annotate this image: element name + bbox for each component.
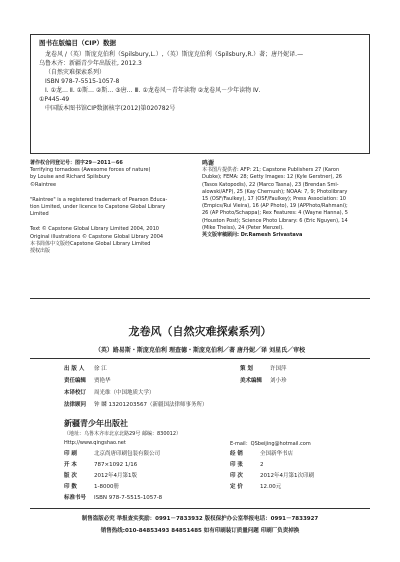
thanks-line: alowski/AFP), 25 (Kay Chernush); NOAA: 7, 9; Photolibrary xyxy=(202,188,348,195)
spec-row: 版 次 2012年4月第1版 xyxy=(64,473,137,479)
staff-row: 美术编辑 刘小珍 xyxy=(240,378,287,384)
spec-row: 经 销 全国新华书店 xyxy=(230,451,294,457)
publisher-email: E-mail：QSbeijing@hotmail.com xyxy=(230,441,311,447)
book-credits: （英）路易斯・斯庞克伯利 理查德・斯庞克伯利／著 唐丹妮／译 刘星氏／审校 xyxy=(94,347,306,354)
reviewer-line: 英文版审稿顾问: Dr.Ramesh Srivastava xyxy=(202,232,303,239)
spec-row: 印 刷 北京尚唐印刷包装有限公司 xyxy=(64,451,161,457)
spec-row: 印 次 2012年4月第1次印刷 xyxy=(230,473,314,479)
staff-row: 出 版 人 徐 江 xyxy=(64,366,107,372)
thanks-line: (Houston Post); Science Photo Library: 6 (Eric Nguyen), 14 xyxy=(202,217,348,224)
cip-line: 乌鲁木齐：新疆青少年出版社, 2012.3 xyxy=(39,60,142,67)
rights-line: ©Raintree xyxy=(30,181,57,188)
book-title: 龙卷风（自然灾难探索系列） xyxy=(128,325,272,338)
divider xyxy=(30,358,370,359)
thanks-line: (Mike Theiss), 24 (Peter Menzel). xyxy=(202,224,284,231)
rights-line: 本书简体中文版经Capstone Global Library Limited xyxy=(30,240,151,247)
thanks-line: 本书图片提供者: AFP: 21; Capstone Publishers 27 (Karon xyxy=(202,167,340,174)
sales-hotline: 销售热线:010-84853493 84851485 如有印刷装订质量问题 印刷厂负责掉换 xyxy=(100,528,300,534)
publisher-name: 新疆青少年出版社 xyxy=(64,419,128,428)
spec-row: 印 数 1-8000册 xyxy=(64,484,119,490)
thanks-heading: 鸣谢 xyxy=(202,160,215,167)
rights-line: Terrifying tornadoes (Awesome forces of nature) xyxy=(30,167,151,174)
rights-line: by Louise and Richard Spilsbury xyxy=(30,174,110,181)
spec-row: 开 本 787×1092 1/16 xyxy=(64,462,138,468)
anti-piracy-notice: 制售盗版必究 举报查实奖励：0991－7833932 版权保护办公室举报电话：0991－7833927 xyxy=(81,516,319,522)
rights-line: Original illustrations © Capstone Global Library 2004 xyxy=(30,233,164,240)
staff-row: 本译校订 周光维（中国地质大学） xyxy=(64,390,155,396)
spec-row: 标准书号 ISBN 978-7-5515-1057-8 xyxy=(64,495,163,501)
rights-line: Text © Capstone Global Library Limited 2004, 2010 xyxy=(30,226,159,233)
staff-row: 法律顾问 钟 麟 13201203567（新疆国法律师事务所） xyxy=(64,402,208,408)
cip-data-box xyxy=(30,34,370,154)
spec-row: 印 张 2 xyxy=(230,462,264,468)
staff-row: 责任编辑 贾艳华 xyxy=(64,378,111,384)
rights-line: "Raintree" is a registered trademark of Pearson Educa- xyxy=(30,196,168,203)
cip-line: ISBN 978-7-5515-1057-8 xyxy=(45,78,120,85)
thanks-line: 26 (AP Photo/Schappa); Rex Features: 4 (Wayne Hanna), 5 xyxy=(202,210,348,217)
cip-line: 中国版本图书馆CIP数据核字(2012)第020782号 xyxy=(45,105,176,112)
divider xyxy=(30,298,370,299)
rights-line: Limited xyxy=(30,211,49,218)
cip-line: （自然灾难探索系列） xyxy=(45,69,106,76)
staff-row: 策 划 许国萍 xyxy=(240,366,287,372)
rights-line: tion Limited, under licence to Capstone Global Library xyxy=(30,204,166,211)
thanks-line: Dubke); FEMA: 28; Getty Images: 12 (Kyle Gerstner), 26 xyxy=(202,174,342,181)
thanks-line: (Tasos Katopodis), 22 (Marco Tasna), 23 (Brendan Smi- xyxy=(202,181,339,188)
divider xyxy=(30,508,370,509)
spec-row: 定 价 12.00元 xyxy=(230,484,282,490)
acknowledgements xyxy=(202,160,348,239)
rights-line: 授权出版 xyxy=(30,248,51,255)
cip-line: ①P445-49 xyxy=(39,96,70,103)
publisher-website: Http://www.qingshao.net xyxy=(64,440,126,446)
spacer xyxy=(30,189,167,197)
thanks-line: (Empics/Rui Vieira), 16 (AP Photo), 19 (APPhoto/Rahmani); xyxy=(202,203,348,210)
cip-heading: 图书在版编目（CIP）数据 xyxy=(39,39,116,47)
cip-line: Ⅰ. ①龙… Ⅱ. ①斯… ②斯… ③唐… Ⅲ. ①龙卷风－青年读物 ②龙卷风－少年读物 Ⅳ. xyxy=(45,87,261,94)
rights-block xyxy=(30,160,167,255)
cip-line: 龙卷风 /（英）斯庞克伯利（Spilsbury,L.）,（英）斯庞克伯利（Spilsbury,R.）著；唐丹妮译.— xyxy=(45,51,304,58)
copyright-registration: 著作权合同登记号：图字29－2011－66 xyxy=(30,160,123,166)
thanks-line: 15 (OSF/Faulkey), 17 (OSF/Faulkey); Press Association: 10 xyxy=(202,196,346,203)
publisher-address: （地址：乌鲁木齐市北京北路29号 邮编：830012） xyxy=(64,431,182,437)
